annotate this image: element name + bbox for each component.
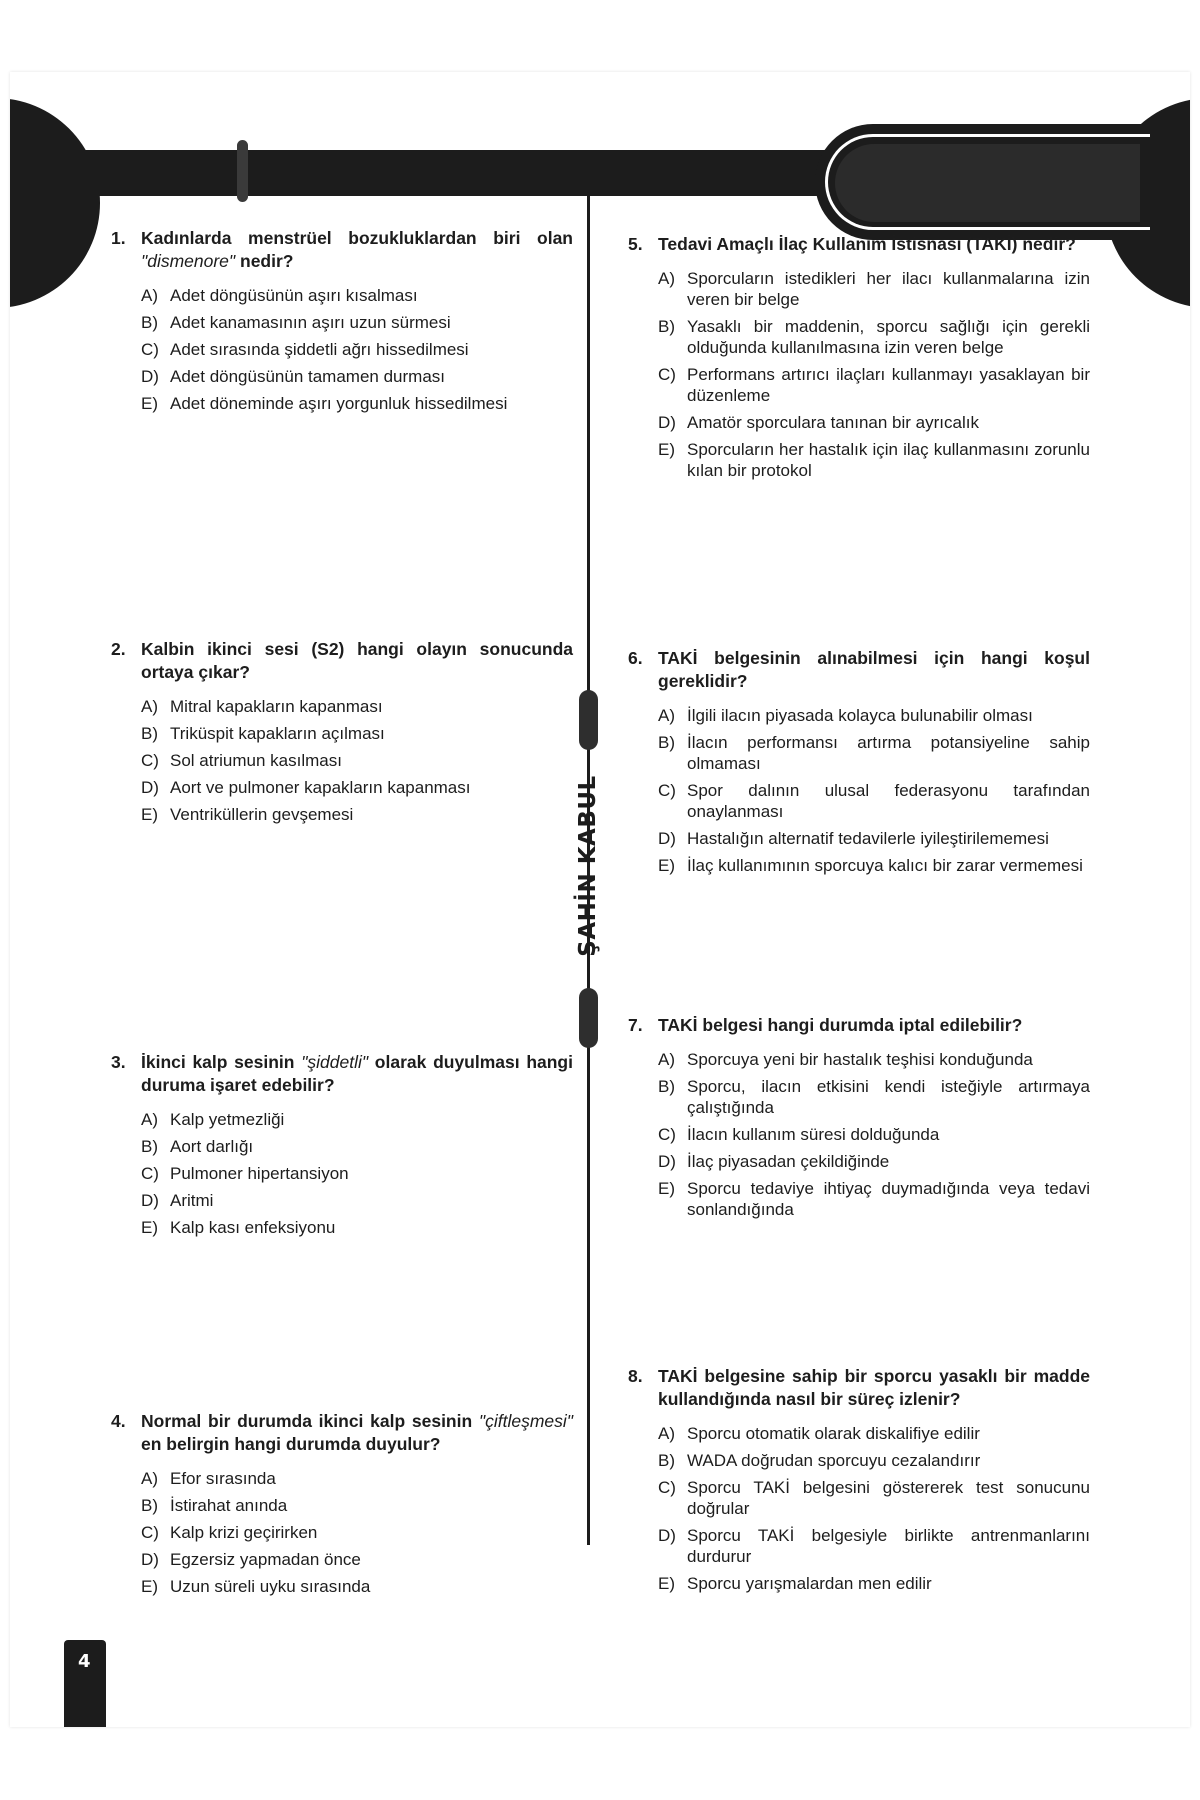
question-1	[111, 227, 573, 420]
option-a[interactable]: A) İlgili ilacın piyasada kolayca bulunabilir olması	[658, 706, 1033, 725]
divider-pill-top	[579, 690, 598, 750]
option-a[interactable]: A) Kalp yetmezliği	[141, 1110, 285, 1129]
option-a[interactable]: A) Sporcuların istedikleri her ilacı kullanmalarına izin veren bir belge	[658, 269, 1090, 309]
question-number: 8.	[628, 1366, 643, 1386]
divider-pill-bottom	[579, 988, 598, 1048]
question-stem: TAKİ belgesinin alınabilmesi için hangi koşul gereklidir?	[658, 648, 1090, 691]
option-d[interactable]: D) Amatör sporculara tanınan bir ayrıcalık	[658, 413, 979, 432]
question-stem: Tedavi Amaçlı İlaç Kullanım İstisnası (TAKİ) nedir?	[658, 234, 1076, 254]
option-a[interactable]: A) Sporcuya yeni bir hastalık teşhisi konduğunda	[658, 1050, 1033, 1069]
option-b[interactable]: B) Triküspit kapakların açılması	[141, 724, 385, 743]
option-b[interactable]: B) İlacın performansı artırma potansiyeline sahip olmaması	[658, 733, 1090, 773]
question-number: 3.	[111, 1052, 126, 1072]
question-stem: Normal bir durumda ikinci kalp sesinin "çiftleşmesi" en belirgin hangi durumda duyulur?	[141, 1411, 573, 1454]
option-b[interactable]: B) Aort darlığı	[141, 1137, 254, 1156]
question-stem: TAKİ belgesine sahip bir sporcu yasaklı bir madde kullandığında nasıl bir süreç izlenir?	[658, 1366, 1090, 1409]
option-b[interactable]: B) Sporcu, ilacın etkisini kendi isteğiyle artırmaya çalıştığında	[658, 1077, 1090, 1117]
option-a[interactable]: A) Sporcu otomatik olarak diskalifiye edilir	[658, 1424, 980, 1443]
course-title: TEMEL EĞİTİM ANTRENÖRLÜK BÖLÜM -1	[254, 90, 592, 108]
question-number: 4.	[111, 1411, 126, 1431]
option-e[interactable]: E) Sporcu tedaviye ihtiyaç duymadığında veya tedavi sonlandığında	[658, 1179, 1090, 1219]
field-title: SPOR ve SAĞLIK BİLİMLERİ	[838, 90, 1066, 108]
question-stem: Kadınlarda menstrüel bozukluklardan biri olan "dismenore" nedir?	[141, 228, 573, 271]
option-a[interactable]: A) Mitral kapakların kapanması	[141, 697, 383, 716]
author-name: ŞAHİN KABUL	[575, 775, 601, 957]
question-stem: Kalbin ikinci sesi (S2) hangi olayın sonucunda ortaya çıkar?	[141, 639, 573, 682]
option-c[interactable]: C) İlacın kullanım süresi dolduğunda	[658, 1125, 940, 1144]
option-d[interactable]: D) Aort ve pulmoner kapakların kapanması	[141, 778, 471, 797]
question-number: 1.	[111, 228, 126, 248]
question-number: 2.	[111, 639, 126, 659]
field-title-badge-core	[835, 144, 1140, 222]
option-b[interactable]: B) Adet kanamasının aşırı uzun sürmesi	[141, 313, 451, 332]
option-c[interactable]: C) Kalp krizi geçirirken	[141, 1523, 318, 1542]
option-d[interactable]: D) Aritmi	[141, 1191, 214, 1210]
option-c[interactable]: C) Sol atriumun kasılması	[141, 751, 342, 770]
question-3	[111, 1051, 573, 1244]
option-d[interactable]: D) Adet döngüsünün tamamen durması	[141, 367, 446, 386]
option-c[interactable]: C) Spor dalının ulusal federasyonu tarafından onaylanması	[658, 781, 1090, 821]
option-list	[141, 285, 573, 414]
question-6	[628, 647, 1090, 882]
question-stem: TAKİ belgesi hangi durumda iptal edilebilir?	[658, 1015, 1023, 1035]
option-e[interactable]: E) Adet döneminde aşırı yorgunluk hissedilmesi	[141, 394, 508, 413]
option-list	[658, 1423, 1090, 1594]
option-e[interactable]: E) Kalp kası enfeksiyonu	[141, 1218, 336, 1237]
option-d[interactable]: D) İlaç piyasadan çekildiğinde	[658, 1152, 890, 1171]
option-c[interactable]: C) Pulmoner hipertansiyon	[141, 1164, 349, 1183]
option-c[interactable]: C) Sporcu TAKİ belgesini göstererek test sonucunu doğrular	[658, 1478, 1090, 1518]
option-c[interactable]: C) Performans artırıcı ilaçları kullanmayı yasaklayan bir düzenleme	[658, 365, 1090, 405]
question-number: 5.	[628, 234, 643, 254]
option-b[interactable]: B) Yasaklı bir maddenin, sporcu sağlığı için gerekli olduğunda kullanılmasına izin veren belge	[658, 317, 1090, 357]
question-5	[628, 233, 1090, 487]
question-4	[111, 1410, 573, 1603]
option-b[interactable]: B) WADA doğrudan sporcuyu cezalandırır	[658, 1451, 981, 1470]
option-list	[141, 696, 573, 825]
header-divider	[237, 140, 248, 202]
option-d[interactable]: D) Sporcu TAKİ belgesiyle birlikte antrenmanlarını durdurur	[658, 1526, 1090, 1566]
option-c[interactable]: C) Adet sırasında şiddetli ağrı hissedilmesi	[141, 340, 469, 359]
option-e[interactable]: E) İlaç kullanımının sporcuya kalıcı bir zarar vermemesi	[658, 856, 1083, 875]
option-e[interactable]: E) Ventriküllerin gevşemesi	[141, 805, 354, 824]
option-list	[658, 705, 1090, 876]
option-a[interactable]: A) Efor sırasında	[141, 1469, 276, 1488]
option-d[interactable]: D) Egzersiz yapmadan önce	[141, 1550, 361, 1569]
option-b[interactable]: B) İstirahat anında	[141, 1496, 288, 1515]
header-left-circle-decoration	[10, 98, 100, 308]
option-a[interactable]: A) Adet döngüsünün aşırı kısalması	[141, 286, 418, 305]
option-list	[141, 1468, 573, 1597]
test-label: TEST-1	[100, 89, 164, 109]
option-list	[141, 1109, 573, 1238]
question-7	[628, 1014, 1090, 1226]
question-number: 7.	[628, 1015, 643, 1035]
question-8	[628, 1365, 1090, 1600]
option-list	[658, 268, 1090, 481]
option-e[interactable]: E) Uzun süreli uyku sırasında	[141, 1577, 371, 1596]
option-d[interactable]: D) Hastalığın alternatif tedavilerle iyileştirilememesi	[658, 829, 1049, 848]
question-2	[111, 638, 573, 831]
option-list	[658, 1049, 1090, 1220]
question-stem: İkinci kalp sesinin "şiddetli" olarak duyulması hangi duruma işaret edebilir?	[141, 1052, 573, 1095]
option-e[interactable]: E) Sporcu yarışmalardan men edilir	[658, 1574, 932, 1593]
option-e[interactable]: E) Sporcuların her hastalık için ilaç kullanmasını zorunlu kılan bir protokol	[658, 440, 1090, 480]
page-number: 4	[78, 1651, 91, 1672]
question-number: 6.	[628, 648, 643, 668]
